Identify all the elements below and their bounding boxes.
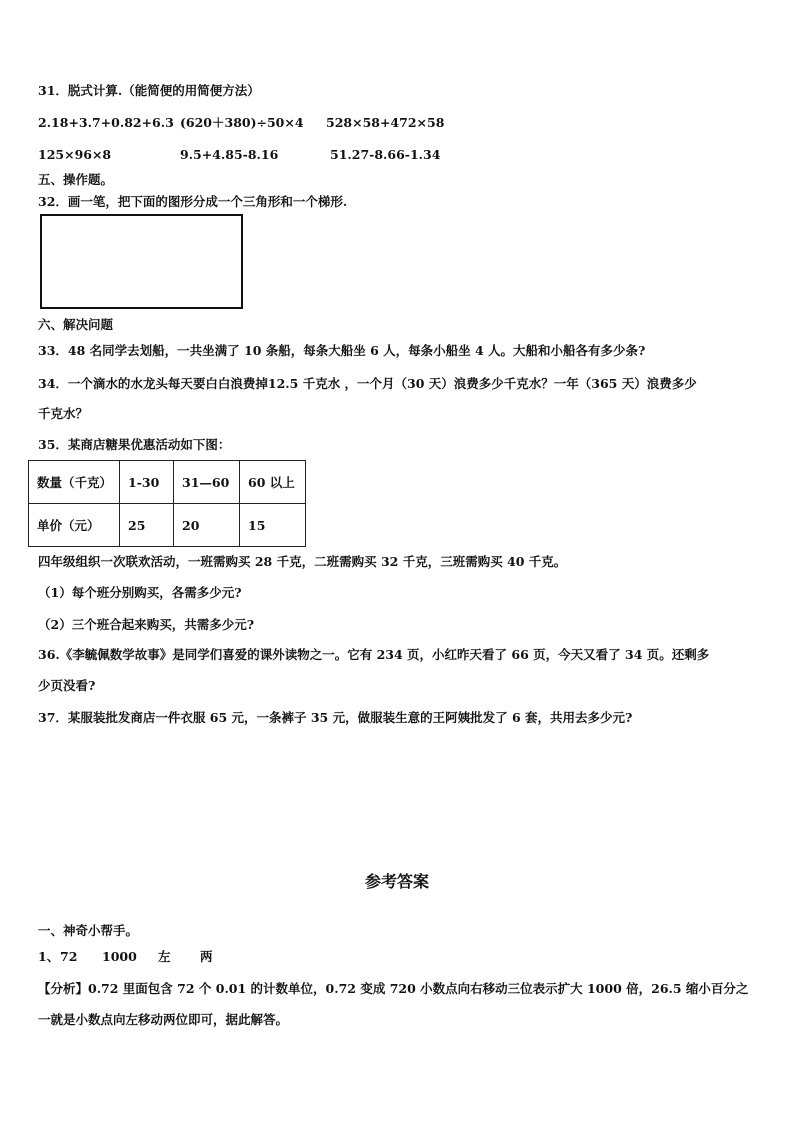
price-table bbox=[28, 460, 306, 547]
analysis-text: 【分析】0.72 里面包含 72 个 0.01 的计数单位，0.72 变成 720 小数点向右移动三位表示扩大 1000 倍，26.5 缩小百分之 bbox=[38, 981, 749, 996]
q31-expression: 51.27-8.66-1.34 bbox=[330, 147, 441, 162]
table-cell: 20 bbox=[174, 504, 240, 547]
answer-section-1-heading: 一、神奇小帮手。 bbox=[38, 923, 139, 938]
q35-sub-question-2: （2）三个班合起来购买，共需多少元? bbox=[38, 617, 255, 632]
q35-sub-question-1: （1）每个班分别购买，各需多少元? bbox=[38, 585, 242, 600]
table-cell: 60 以上 bbox=[240, 461, 306, 504]
analysis-text-cont: 一就是小数点向左移动两位即可，据此解答。 bbox=[38, 1012, 289, 1027]
table-cell: 1-30 bbox=[120, 461, 174, 504]
q35-text: 四年级组织一次联欢活动，一班需购买 28 千克，二班需购买 32 千克，三班需购买 40 千克。 bbox=[38, 554, 567, 569]
table-cell: 单价（元） bbox=[29, 504, 120, 547]
q31-expression: 9.5+4.85-8.16 bbox=[180, 147, 279, 162]
q31-expression: 125×96×8 bbox=[38, 147, 112, 162]
q33-text: 33．48 名同学去划船，一共坐满了 10 条船，每条大船坐 6 人，每条小船坐 4 人。大船和小船各有多少条? bbox=[38, 343, 646, 358]
q31-expression: (620＋380)÷50×4 bbox=[180, 115, 304, 130]
rectangle-figure bbox=[40, 214, 243, 309]
q34-text-cont: 千克水？ bbox=[38, 406, 89, 421]
q36-text-cont: 少页没看? bbox=[38, 678, 96, 693]
table-cell: 31—60 bbox=[174, 461, 240, 504]
answer-value: 1000 bbox=[102, 949, 137, 964]
answer-value: 72 bbox=[60, 949, 78, 964]
answer-value: 两 bbox=[200, 949, 213, 964]
q31-expression: 528×58+472×58 bbox=[326, 115, 445, 130]
table-cell: 25 bbox=[120, 504, 174, 547]
table-cell: 数量（千克） bbox=[29, 461, 120, 504]
q32-text: 32．画一笔，把下面的图形分成一个三角形和一个梯形. bbox=[38, 194, 348, 209]
q31-title: 31．脱式计算.（能简便的用简便方法） bbox=[38, 83, 260, 98]
q35-title: 35．某商店糖果优惠活动如下图： bbox=[38, 437, 231, 452]
table-row bbox=[29, 504, 306, 547]
section-6-heading: 六、解决问题 bbox=[38, 317, 114, 332]
q34-text: 34．一个滴水的水龙头每天要白白浪费掉12.5 千克水 ，一个月（30 天）浪费多少千克水？一年（365 天）浪费多少 bbox=[38, 376, 697, 391]
q36-text: 36.《李毓佩数学故事》是同学们喜爱的课外读物之一。它有 234 页，小红昨天看了 66 页，今天又看了 34 页。还剩多 bbox=[38, 647, 710, 662]
answer-title: 参考答案 bbox=[364, 872, 429, 891]
q31-expression: 2.18+3.7+0.82+6.3 bbox=[38, 115, 174, 130]
table-cell: 15 bbox=[240, 504, 306, 547]
table-row bbox=[29, 461, 306, 504]
answer-value: 左 bbox=[158, 949, 171, 964]
section-5-heading: 五、操作题。 bbox=[38, 172, 114, 187]
answer-item-number: 1、 bbox=[38, 949, 60, 964]
q37-text: 37．某服装批发商店一件衣服 65 元，一条裤子 35 元，做服装生意的王阿姨批发了 6 套，共用去多少元? bbox=[38, 710, 633, 725]
